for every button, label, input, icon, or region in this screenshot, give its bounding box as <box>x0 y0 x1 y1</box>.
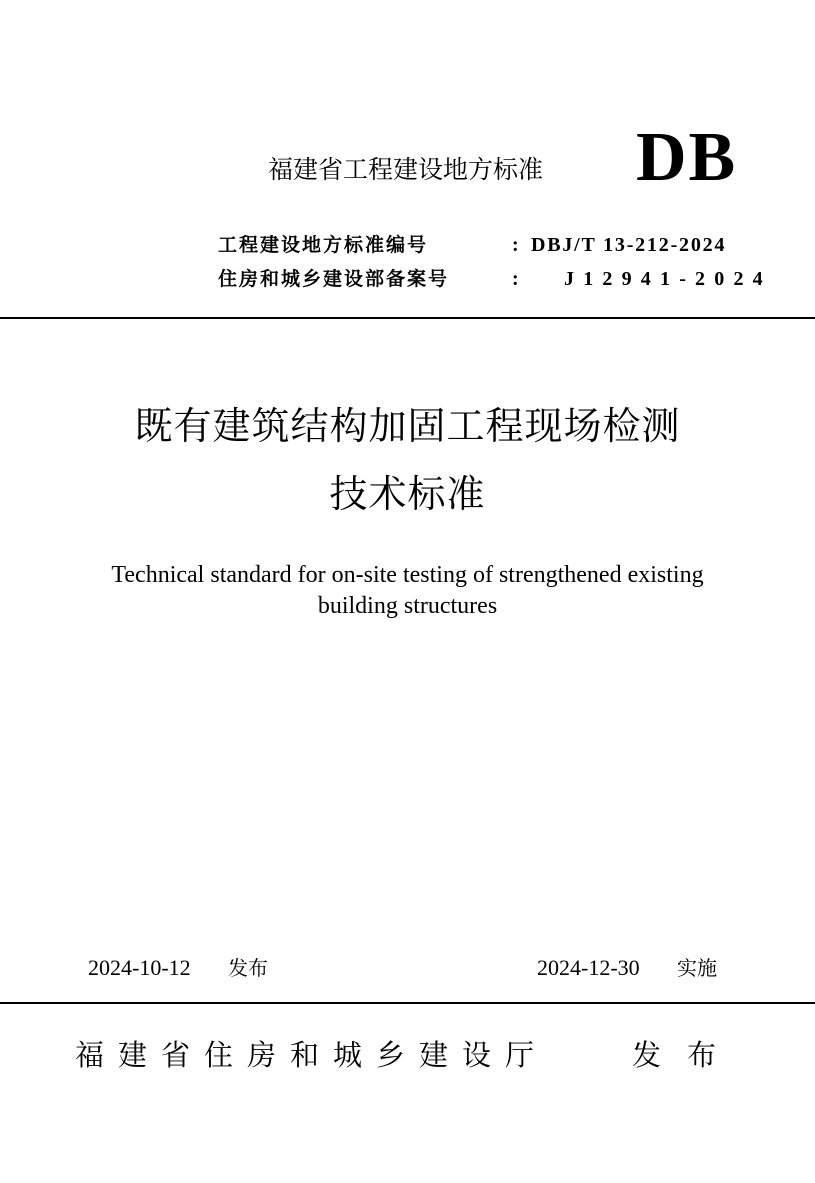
issue-date: 2024-10-12 <box>88 955 191 980</box>
standard-code-label: 工程建设地方标准编号 <box>218 234 429 256</box>
standard-series: 福建省工程建设地方标准 <box>268 155 544 184</box>
record-number-value: J12941-2024 <box>564 268 772 290</box>
issuing-action: 发布 <box>632 1038 743 1072</box>
record-number-label: 住房和城乡建设部备案号 <box>218 268 450 290</box>
record-number-colon: : <box>512 268 519 290</box>
title-cn-line-1: 既有建筑结构加固工程现场检测 <box>134 404 681 448</box>
title-cn-line-2: 技术标准 <box>329 472 486 516</box>
bottom-divider <box>0 1002 815 1004</box>
title-en-line-2: building structures <box>317 593 498 619</box>
db-mark: DB <box>636 119 738 196</box>
standard-code-colon: : <box>512 234 519 256</box>
issuing-authority: 福建省住房和城乡建设厅 <box>75 1038 549 1072</box>
top-divider <box>0 317 815 319</box>
issue-label: 发布 <box>228 956 268 980</box>
standard-code-value: DBJ/T 13-212-2024 <box>531 234 727 256</box>
implementation-label: 实施 <box>677 956 717 980</box>
title-en-line-1: Technical standard for on-site testing of strengthened existing <box>111 562 704 588</box>
implementation-date: 2024-12-30 <box>537 955 640 980</box>
